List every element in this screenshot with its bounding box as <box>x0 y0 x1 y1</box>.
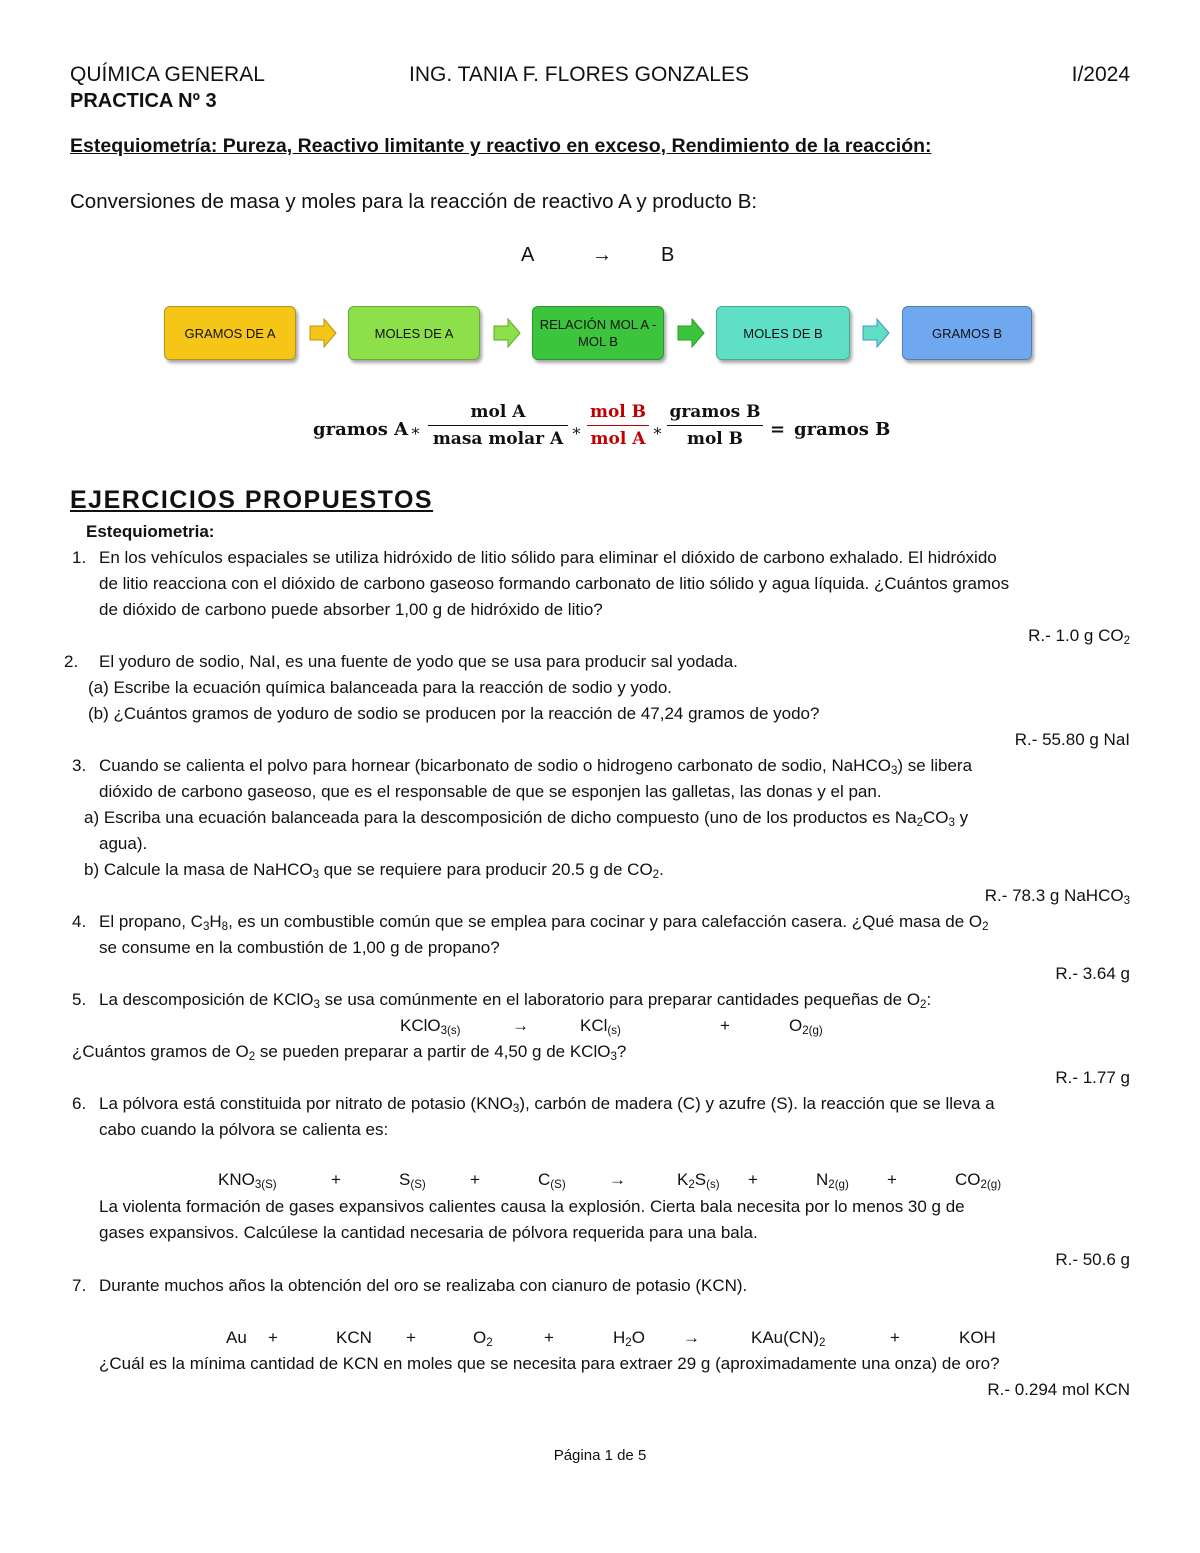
exercise-number: 2. <box>64 652 79 671</box>
exercise-4-answer: R.- 3.64 g <box>1055 964 1130 983</box>
formula-lead: gramos A <box>313 419 409 440</box>
practice-number: PRACTICA Nº 3 <box>70 90 217 112</box>
equation-7-term: KOH <box>959 1328 996 1347</box>
exercise-number: 6. <box>72 1094 87 1113</box>
exercise-3-part-b: b) Calcule la masa de NaHCO$_3$ que se requiere para producir 20.5 g de $CO_2$. <box>84 860 664 881</box>
equation-5-product-2: $O_{2(g)}$ <box>789 1016 823 1037</box>
exercise-5-answer: R.- 1.77 g <box>1055 1068 1130 1087</box>
term: I/2024 <box>1071 63 1130 86</box>
equation-6-plus: + <box>470 1170 480 1189</box>
exercise-1-answer: R.- 1.0 g $CO_2$ <box>1028 626 1130 647</box>
flow-arrow-right-icon <box>309 318 337 348</box>
flow-box-moles-a: MOLES DE A <box>348 306 480 360</box>
flow-box-moles-b: MOLES DE B <box>716 306 850 360</box>
fraction-mole-ratio <box>587 402 649 449</box>
exercise-5-question: ¿Cuántos gramos de $O_2$ se pueden preparar a partir de 4,50 g de KClO$_3$? <box>72 1042 627 1063</box>
fraction-numerator: mol B <box>587 402 649 426</box>
page-footer: Página 1 de 5 <box>553 1447 647 1464</box>
exercise-3-line: dióxido de carbono gaseoso, que es el responsable de que se esponjen las galletas, las donas y el pan. <box>99 782 882 801</box>
fraction-mol-a-over-molar-mass <box>428 402 568 449</box>
exercise-number: 3. <box>72 756 87 775</box>
formula-multiply: ∗ <box>410 421 421 440</box>
equation-7-plus: + <box>544 1328 554 1347</box>
equation-6-term: $C_{(S)}$ <box>538 1170 566 1191</box>
exercise-number: 1. <box>72 548 87 567</box>
equation-7-plus: + <box>890 1328 900 1347</box>
equation-7-plus: + <box>268 1328 278 1347</box>
equation-6-term: $KNO_{3(S)}$ <box>218 1170 277 1191</box>
exercise-4-line: se consume en la combustión de 1,00 g de propano? <box>99 938 500 957</box>
flow-box-grams-b: GRAMOS B <box>902 306 1032 360</box>
instructor-name: ING. TANIA F. FLORES GONZALES <box>409 63 749 86</box>
equation-6-term: $S_{(S)}$ <box>399 1170 426 1191</box>
fraction-denominator: mol A <box>590 429 646 449</box>
flow-box-mole-ratio: RELACIÓN MOL A - MOL B <box>532 306 664 360</box>
exercise-6-answer: R.- 50.6 g <box>1055 1250 1130 1269</box>
exercise-6-line: La pólvora está constituida por nitrato de potasio $(KNO_3)$, carbón de madera (C) y azufre (S). la reacción que se lleva a <box>99 1094 995 1115</box>
exercise-3-part-a-cont: agua). <box>99 834 148 853</box>
equation-5-arrow: → <box>512 1016 529 1035</box>
equation-7-plus: + <box>406 1328 416 1347</box>
exercise-7-line: Durante muchos años la obtención del oro se realizaba con cianuro de potasio (KCN). <box>99 1276 748 1295</box>
formula-equals: = <box>770 419 786 440</box>
fraction-denominator: masa molar A <box>432 429 564 449</box>
flow-arrow-right-icon <box>493 318 521 348</box>
subsection-title: Estequiometria: <box>86 522 215 541</box>
exercise-number: 7. <box>72 1276 87 1295</box>
topic-heading: Estequiometría: Pureza, Reactivo limitante y reactivo en exceso, Rendimiento de la reacción: <box>70 135 932 157</box>
equation-6-plus: + <box>331 1170 341 1189</box>
exercise-number: 5. <box>72 990 87 1009</box>
equation-7-term: Au <box>226 1328 247 1347</box>
intro-text: Conversiones de masa y moles para la reacción de reactivo A y producto B: <box>70 190 758 213</box>
formula-multiply: ∗ <box>571 421 582 440</box>
exercise-3-part-a: a) Escriba una ecuación balanceada para la descomposición de dicho compuesto (uno de los productos es $Na_2CO_3$ y <box>84 808 969 829</box>
exercise-2-answer: R.- 55.80 g NaI <box>1014 730 1130 749</box>
equation-7-term: KCN <box>336 1328 372 1347</box>
fraction-grams-b-over-mol-b <box>667 402 763 449</box>
exercise-2-part-b: (b) ¿Cuántos gramos de yoduro de sodio se producen por la reacción de 47,24 gramos de yodo? <box>88 704 820 723</box>
product-b: B <box>661 244 675 266</box>
equation-5-reactant: KClO$_{3(s)}$ <box>400 1016 461 1037</box>
exercise-6-line: gases expansivos. Calcúlese la cantidad necesaria de pólvora requerida para una bala. <box>99 1223 758 1242</box>
equation-6-term: $CO_{2(g)}$ <box>955 1170 1002 1191</box>
equation-5-product-1: KCl$_{(s)}$ <box>580 1016 621 1037</box>
equation-6-arrow: → <box>609 1170 626 1189</box>
flow-arrow-right-icon <box>862 318 890 348</box>
reactant-a: A <box>521 244 535 266</box>
exercise-3-answer: R.- 78.3 g NaHCO$_3$ <box>984 886 1130 907</box>
exercise-5-line: La descomposición de KClO$_3$ se usa comúnmente en el laboratorio para preparar cantidades pequeñas de $O_2$: <box>99 990 932 1011</box>
equation-6-plus: + <box>887 1170 897 1189</box>
equation-6-plus: + <box>748 1170 758 1189</box>
exercise-2-part-a: (a) Escribe la ecuación química balanceada para la reacción de sodio y yodo. <box>88 678 673 697</box>
exercise-2-line: El yoduro de sodio, NaI, es una fuente de yodo que se usa para producir sal yodada. <box>99 652 738 671</box>
equation-6-term: $K_2S_{(s)}$ <box>677 1170 720 1191</box>
exercise-1-line: de litio reacciona con el dióxido de carbono gaseoso formando carbonato de litio sólido y agua líquida. ¿Cuántos gramos <box>99 574 1010 593</box>
equation-6-term: $N_{2(g)}$ <box>816 1170 849 1191</box>
formula-result: gramos B <box>794 419 891 440</box>
equation-7-arrow: → <box>683 1328 700 1347</box>
exercise-7-question: ¿Cuál es la mínima cantidad de KCN en moles que se necesita para extraer 29 g (aproximadamente una onza) de oro? <box>99 1354 1000 1373</box>
formula-multiply: ∗ <box>652 421 663 440</box>
exercise-7-answer: R.- 0.294 mol KCN <box>987 1380 1130 1399</box>
exercise-6-line: cabo cuando la pólvora se calienta es: <box>99 1120 389 1139</box>
fraction-numerator: mol A <box>428 402 568 426</box>
flow-box-grams-a: GRAMOS DE A <box>164 306 296 360</box>
reaction-arrow: → <box>592 244 612 266</box>
exercise-1-line: de dióxido de carbono puede absorber 1,00 g de hidróxido de litio? <box>99 600 603 619</box>
equation-7-term: $O_2$ <box>473 1328 493 1349</box>
equation-7-term: $H_2O$ <box>613 1328 645 1349</box>
exercise-3-line: Cuando se calienta el polvo para hornear (bicarbonato de sodio o hidrogeno carbonato de sodio, NaHCO$_3$) se libera <box>99 756 973 777</box>
exercise-6-line: La violenta formación de gases expansivos calientes causa la explosión. Cierta bala necesita por lo menos 30 g de <box>99 1197 965 1216</box>
course-name: QUÍMICA GENERAL <box>70 63 265 86</box>
exercise-1-line: En los vehículos espaciales se utiliza hidróxido de litio sólido para eliminar el dióxido de carbono exhalado. El hidróxido <box>99 548 997 567</box>
fraction-numerator: gramos B <box>667 402 763 426</box>
fraction-denominator: mol B <box>686 429 744 449</box>
section-title: EJERCICIOS PROPUESTOS <box>70 486 434 514</box>
exercise-4-line: El propano, $C_3H_8$, es un combustible común que se emplea para cocinar y para calefacción casera. ¿Qué masa de $O_2$ <box>99 912 989 933</box>
exercise-number: 4. <box>72 912 87 931</box>
flow-arrow-right-icon <box>677 318 705 348</box>
equation-5-plus: + <box>720 1016 730 1035</box>
equation-7-term: $KAu(CN)_2$ <box>751 1328 826 1349</box>
